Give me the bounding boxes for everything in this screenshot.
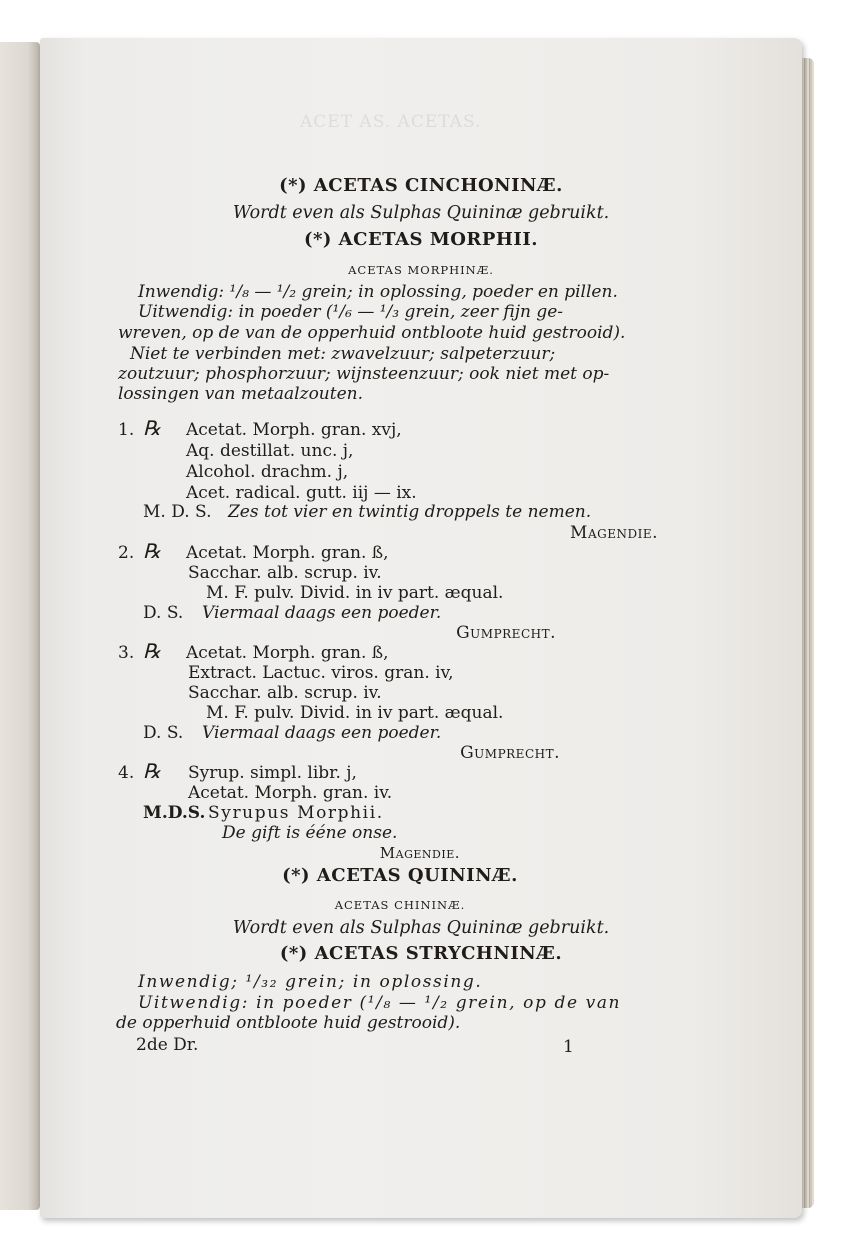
- recipe-2-author: Gumprecht.: [456, 623, 556, 643]
- recipe-4-sig-prefix: M.D.S.: [143, 803, 206, 823]
- cinchonin-usage-note: Wordt even als Sulphas Quininæ gebruikt.: [232, 203, 610, 223]
- recipe-4-line-1: Syrup. simpl. libr. j,: [188, 763, 357, 783]
- recipe-3-line-1: Acetat. Morph. gran. ß,: [186, 643, 389, 663]
- recipe-1-line-3: Alcohol. drachm. j,: [186, 462, 349, 482]
- previous-page-edge: [0, 42, 40, 1210]
- strych-inwendig: Inwendig; ¹/₃₂ grein; in oplossing.: [138, 972, 483, 992]
- recipe-2-line-1: Acetat. Morph. gran. ß,: [186, 543, 389, 563]
- recipe-2-line-3: M. F. pulv. Divid. in iv part. æqual.: [206, 583, 504, 603]
- recipe-symbol-icon: ℞: [143, 639, 161, 663]
- morphii-niet-verbinden-3: lossingen van metaalzouten.: [118, 384, 363, 404]
- recipe-3-sig-prefix: D. S.: [143, 723, 184, 743]
- quinin-synonym: ACETAS CHININÆ.: [334, 898, 466, 912]
- recipe-4-line-2: Acetat. Morph. gran. iv.: [188, 783, 393, 803]
- recipe-1-line-4: Acet. radical. gutt. iij — ix.: [186, 483, 417, 503]
- recipe-4-number: 4.: [118, 763, 135, 783]
- recipe-3-author: Gumprecht.: [460, 743, 560, 763]
- recipe-3-sig: Viermaal daags een poeder.: [202, 723, 442, 743]
- recipe-3-line-4: M. F. pulv. Divid. in iv part. æqual.: [206, 703, 504, 723]
- recipe-3-line-3: Sacchar. alb. scrup. iv.: [188, 683, 382, 703]
- heading-acetas-cinchoninae: (*) ACETAS CINCHONINÆ.: [279, 175, 563, 196]
- recipe-2-number: 2.: [118, 543, 135, 563]
- recipe-2-sig: Viermaal daags een poeder.: [202, 603, 442, 623]
- recipe-symbol-icon: ℞: [143, 539, 161, 563]
- recipe-2-sig-prefix: D. S.: [143, 603, 184, 623]
- recipe-4-sig: Syrupus Morphii.: [208, 803, 384, 823]
- strych-uitwendig-1: Uitwendig: in poeder (¹/₈ — ¹/₂ grein, op de van: [138, 993, 622, 1013]
- morphii-niet-verbinden-1: Niet te verbinden met: zwavelzuur; salpeterzuur;: [130, 344, 556, 364]
- recipe-symbol-icon: ℞: [143, 759, 161, 783]
- recipe-1-line-1: Acetat. Morph. gran. xvj,: [186, 420, 402, 440]
- recipe-1-sig: Zes tot vier en twintig droppels te nemen.: [228, 502, 592, 522]
- recipe-1-line-2: Aq. destillat. unc. j,: [186, 441, 354, 461]
- strych-uitwendig-2: de opperhuid ontbloote huid gestrooid).: [116, 1013, 461, 1033]
- morphii-uitwendig-2: wreven, op de van de opperhuid ontbloote huid gestrooid).: [118, 323, 626, 343]
- recipe-4-author: Magendie.: [379, 844, 460, 862]
- recipe-1-author: Magendie.: [570, 523, 658, 543]
- morphii-uitwendig-1: Uitwendig: in poeder (¹/₆ — ¹/₃ grein, zeer fijn ge-: [138, 302, 564, 322]
- recipe-symbol-icon: ℞: [143, 416, 161, 440]
- recipe-4-note: De gift is ééne onse.: [222, 823, 398, 843]
- morphii-inwendig: Inwendig: ¹/₈ — ¹/₂ grein; in oplossing, poeder en pillen.: [138, 282, 618, 302]
- show-through-text: ACET AS. ACETAS.: [300, 112, 482, 132]
- recipe-1-sig-prefix: M. D. S.: [143, 502, 212, 522]
- recipe-3-number: 3.: [118, 643, 135, 663]
- signature-number: 1: [563, 1037, 574, 1057]
- quinin-usage-note: Wordt even als Sulphas Quininæ gebruikt.: [232, 918, 610, 938]
- heading-acetas-morphii: (*) ACETAS MORPHII.: [303, 229, 539, 250]
- heading-acetas-strychninae: (*) ACETAS STRYCHNINÆ.: [279, 943, 563, 964]
- recipe-3-line-2: Extract. Lactuc. viros. gran. iv,: [188, 663, 454, 683]
- morphii-synonym: ACETAS MORPHINÆ.: [348, 263, 494, 277]
- heading-acetas-quininae: (*) ACETAS QUININÆ.: [282, 865, 518, 886]
- morphii-niet-verbinden-2: zoutzuur; phosphorzuur; wijnsteenzuur; ook niet met op-: [118, 364, 610, 384]
- recipe-1-number: 1.: [118, 420, 135, 440]
- signature-mark: 2de Dr.: [136, 1035, 199, 1055]
- recipe-2-line-2: Sacchar. alb. scrup. iv.: [188, 563, 382, 583]
